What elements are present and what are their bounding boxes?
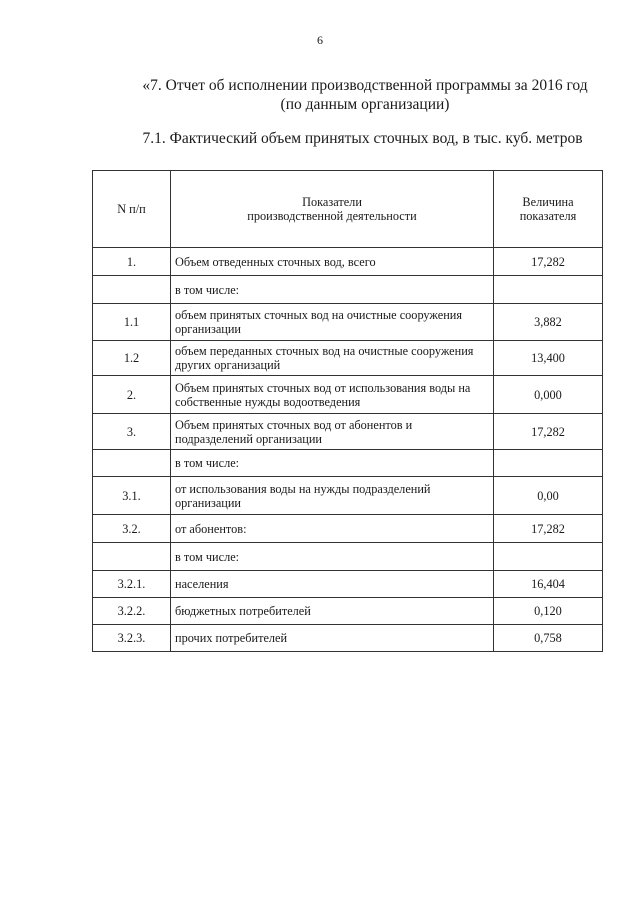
row-num: 3.2.1. [93, 571, 171, 598]
row-num: 3.2. [93, 515, 171, 543]
row-label: бюджетных потребителей [171, 598, 494, 625]
row-value: 17,282 [494, 248, 603, 276]
table-row [93, 543, 603, 571]
row-value: 0,000 [494, 376, 603, 414]
row-label: Объем отведенных сточных вод, всего [171, 248, 494, 276]
row-value: 13,400 [494, 341, 603, 376]
row-num: 2. [93, 376, 171, 414]
row-value: 0,758 [494, 625, 603, 652]
row-num: 3.2.3. [93, 625, 171, 652]
row-label: Объем принятых сточных вод от использования воды на собственные нужды водоотведения [171, 376, 494, 414]
row-value [494, 276, 603, 304]
table-row [93, 598, 603, 625]
table-row [93, 304, 603, 341]
row-label: объем принятых сточных вод на очистные сооружения организации [171, 304, 494, 341]
row-num: 1. [93, 248, 171, 276]
report-title-line2: (по данным организации) [280, 96, 450, 113]
row-num: 3.1. [93, 477, 171, 515]
report-title-line1: «7. Отчет об исполнении производственной программы за 2016 год [142, 77, 588, 94]
row-label: от абонентов: [171, 515, 494, 543]
row-label: в том числе: [171, 276, 494, 304]
row-value: 0,120 [494, 598, 603, 625]
row-value: 17,282 [494, 414, 603, 450]
row-label: населения [171, 571, 494, 598]
table-row [93, 414, 603, 450]
table-row [93, 515, 603, 543]
row-num: 3.2.2. [93, 598, 171, 625]
table-row [93, 376, 603, 414]
row-label: в том числе: [171, 450, 494, 477]
row-label: Объем принятых сточных вод от абонентов и подразделений организации [171, 414, 494, 450]
row-value [494, 543, 603, 571]
header-indicator: Показатели производственной деятельности [171, 171, 494, 248]
row-label: прочих потребителей [171, 625, 494, 652]
row-num: 3. [93, 414, 171, 450]
table-row [93, 248, 603, 276]
table-row [93, 571, 603, 598]
row-value [494, 450, 603, 477]
table-row [93, 276, 603, 304]
row-value: 3,882 [494, 304, 603, 341]
row-label: объем переданных сточных вод на очистные сооружения других организаций [171, 341, 494, 376]
row-num: 1.2 [93, 341, 171, 376]
table-row [93, 341, 603, 376]
row-value: 17,282 [494, 515, 603, 543]
row-num [93, 543, 171, 571]
table-header-row [93, 171, 603, 248]
row-label: от использования воды на нужды подразделений организации [171, 477, 494, 515]
report-title [120, 76, 610, 114]
table-row [93, 477, 603, 515]
indicators-table [92, 170, 603, 652]
table-row [93, 450, 603, 477]
row-num [93, 276, 171, 304]
table-row [93, 625, 603, 652]
row-value: 0,00 [494, 477, 603, 515]
row-num: 1.1 [93, 304, 171, 341]
page-number: 6 [317, 33, 323, 47]
header-value: Величина показателя [494, 171, 603, 248]
row-label: в том числе: [171, 543, 494, 571]
header-num: N п/п [93, 171, 171, 248]
row-num [93, 450, 171, 477]
row-value: 16,404 [494, 571, 603, 598]
section-title: 7.1. Фактический объем принятых сточных вод, в тыс. куб. метров [142, 130, 583, 147]
